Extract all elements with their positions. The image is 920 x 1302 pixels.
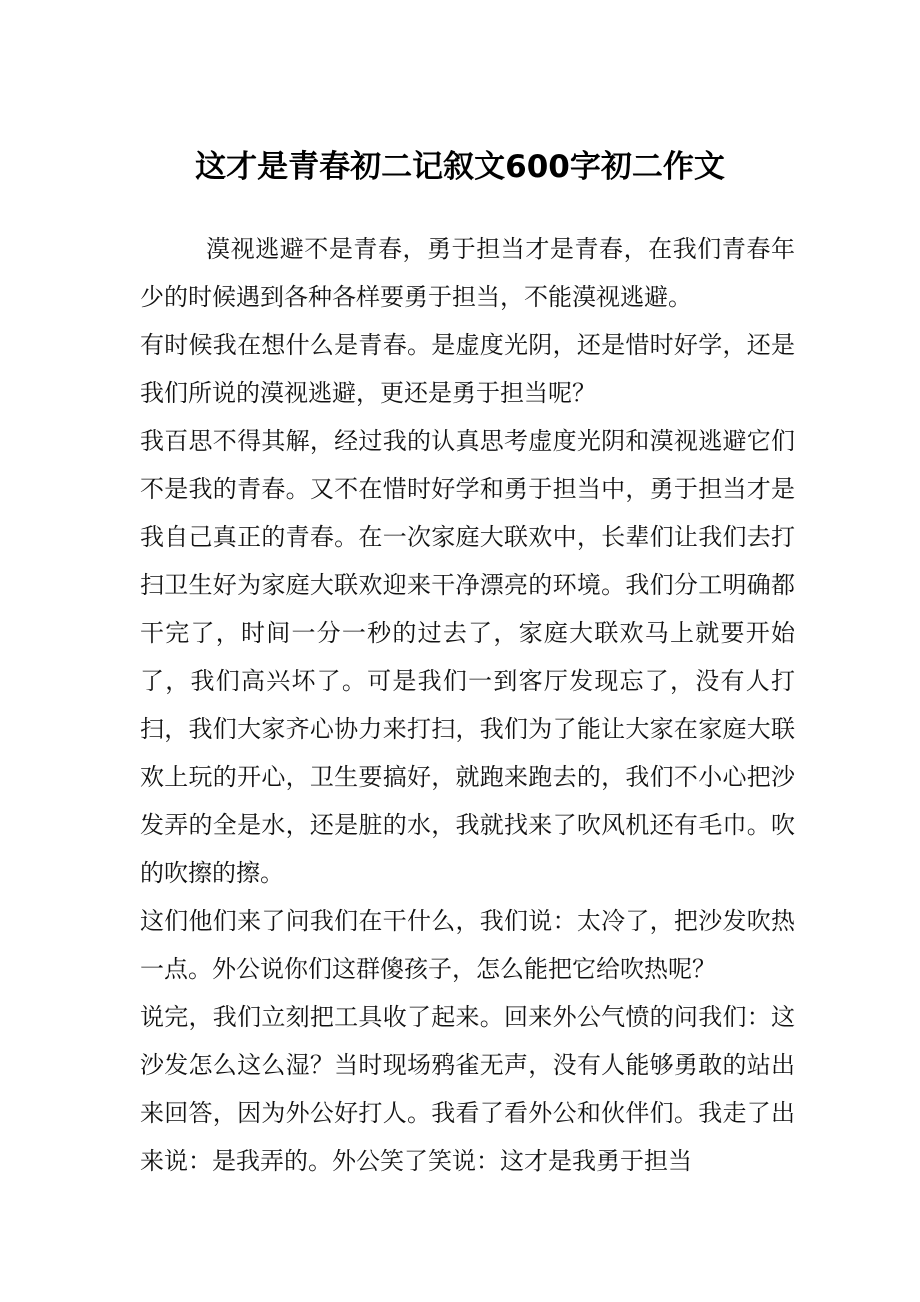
document-body <box>140 225 795 1185</box>
paragraph-4: 这们他们来了问我们在干什么，我们说：太冷了，把沙发吹热一点。外公说你们这群傻孩子，怎么能把它给吹热呢？ <box>140 907 795 983</box>
paragraph-2: 有时候我在想什么是青春。是虚度光阴，还是惜时好学，还是我们所说的漠视逃避，更还是勇于担当呢？ <box>140 331 795 407</box>
paragraph-1: 漠视逃避不是青春，勇于担当才是青春，在我们青春年少的时候遇到各种各样要勇于担当，不能漠视逃避。 <box>140 235 795 311</box>
paragraph-3: 我百思不得其解，经过我的认真思考虚度光阴和漠视逃避它们不是我的青春。又不在惜时好学和勇于担当中，勇于担当才是我自己真正的青春。在一次家庭大联欢中，长辈们让我们去打扫卫生好为家庭大联欢迎来干净漂亮的环境。我们分工明确都干完了，时间一分一秒的过去了，家庭大联欢马上就要开始了，我们高兴坏了。可是我们一到客厅发现忘了，没有人打扫，我们大家齐心协力来打扫，我们为了能让大家在家庭大联欢上玩的开心，卫生要搞好，就跑来跑去的，我们不小心把沙发弄的全是水，还是脏的水，我就找来了吹风机还有毛巾。吹的吹擦的擦。 <box>140 427 795 887</box>
paragraph-5: 说完，我们立刻把工具收了起来。回来外公气愤的问我们：这沙发怎么这么湿？当时现场鸦雀无声，没有人能够勇敢的站出来回答，因为外公好打人。我看了看外公和伙伴们。我走了出来说：是我弄的。外公笑了笑说：这才是我勇于担当 <box>140 1003 795 1175</box>
document-title: 这才是青春初二记叙文600字初二作文 <box>195 149 725 185</box>
